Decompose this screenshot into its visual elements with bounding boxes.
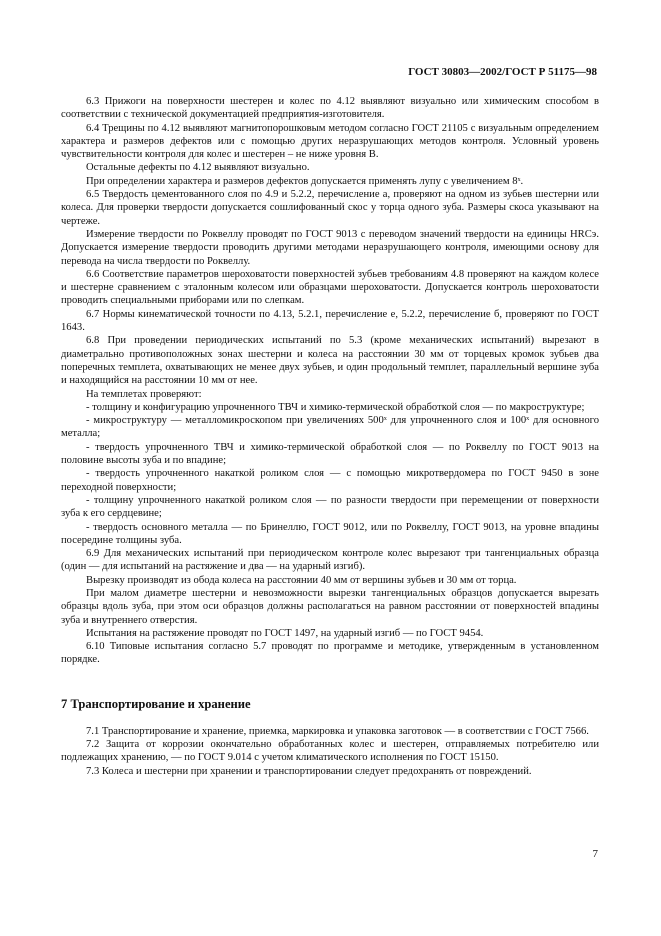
paragraph-6-5-rockwell: Измерение твердости по Роквеллу проводят по ГОСТ 9013 с переводом значений твердости на единицы HRCэ. Допускается измерение твердости проводить другими методами неразрушающего контроля, имеющими основу для перевода на числа твердости по Роквеллу. [61, 228, 599, 267]
paragraph-6-9-small-diameter: При малом диаметре шестерни и невозможности вырезки тангенциальных образцов допускается вырезать образцы вдоль зуба, при этом оси образцов должны располагаться на равном расстоянии от поверхностей впадины зуба и внутреннего отверстия. [61, 587, 599, 626]
paragraph-6-9: 6.9 Для механических испытаний при периодическом контроле колес вырезают три тангенциальных образца (один — для испытаний на растяжение и два — на ударный изгиб). [61, 548, 599, 573]
list-item: - микроструктуру — металломикроскопом при увеличениях 500ˣ для упрочненного слоя и 100ˣ для основного металла; [61, 415, 599, 440]
paragraph-6-10: 6.10 Типовые испытания согласно 5.7 проводят по программе и методике, утвержденным в установленном порядке. [61, 641, 599, 666]
list-item: - твердость упрочненного накаткой роликом слоя — с помощью микротвердомера по ГОСТ 9450 в зоне переходной поверхности; [61, 468, 599, 493]
paragraph-6-9-cutting: Вырезку производят из обода колеса на расстоянии 40 мм от вершины зубьев и 30 мм от торца. [86, 574, 517, 586]
list-item: - толщину упрочненного накаткой роликом слоя — по разности твердости при перемещении от поверхности зуба к его сердцевине; [61, 494, 599, 520]
paragraph-6-4-visual: Остальные дефекты по 4.12 выявляют визуально. [86, 162, 310, 174]
list-item: - твердость основного металла — по Бринеллю, ГОСТ 9012, или по Роквеллу, ГОСТ 9013, на уровне впадины посередине толщины зуба. [61, 521, 599, 546]
paragraph-6-8-intro: На темплетах проверяют: [86, 388, 202, 400]
paragraph-6-9-tests: Испытания на растяжение проводят по ГОСТ 1497, на ударный изгиб — по ГОСТ 9454. [86, 627, 484, 639]
paragraph-6-4-magnifier: При определении характера и размеров дефектов допускается применять лупу с увеличением 8ˣ. [86, 175, 524, 187]
page-number: 7 [592, 848, 598, 860]
paragraph-6-3: 6.3 Прижоги на поверхности шестерен и колес по 4.12 выявляют визуально или химическим способом в соответствии с технической документацией предприятия-изготовителя. [61, 96, 599, 121]
list-item: - толщину и конфигурацию упрочненного ТВЧ и химико-термической обработкой слоя — по макроструктуре; [86, 401, 585, 413]
paragraph-6-4: 6.4 Трещины по 4.12 выявляют магнитопорошковым методом согласно ГОСТ 21105 с визуальным определением характера и размеров дефектов или с помощью других неразрушающих методов контроля. Условный уровень чувствительности контроля для колес и шестерен – не ниже уровня В. [61, 122, 599, 161]
paragraph-7-2: 7.2 Защита от коррозии окончательно обработанных колес и шестерен, отправляемых потребителю или подлежащих хранению, — по ГОСТ 9.014 с учетом климатического исполнения по ГОСТ 15150. [61, 739, 599, 764]
paragraph-6-6: 6.6 Соответствие параметров шероховатости поверхностей зубьев требованиям 4.8 проверяют на каждом колесе и шестерне сравнением с эталонным колесом или образцами шероховатости. Допускается контроль шероховатости проводить специальными приборами или по слепкам. [61, 268, 599, 307]
paragraph-7-1: 7.1 Транспортирование и хранение, приемка, маркировка и упаковка заготовок — в соответствии с ГОСТ 7566. [86, 725, 589, 737]
standard-header: ГОСТ 30803—2002/ГОСТ Р 51175—98 [408, 66, 597, 78]
section-7-heading: 7 Транспортирование и хранение [61, 696, 251, 711]
paragraph-6-7: 6.7 Нормы кинематической точности по 4.13, 5.2.1, перечисление е, 5.2.2, перечисление б, проверяют по ГОСТ 1643. [61, 308, 599, 334]
paragraph-7-3: 7.3 Колеса и шестерни при хранении и транспортировании следует предохранять от повреждений. [86, 765, 532, 777]
list-item: - твердость упрочненного ТВЧ и химико-термической обработкой слоя — по Роквеллу по ГОСТ 9013 на половине высоты зуба и по впадине; [61, 441, 599, 467]
paragraph-6-5: 6.5 Твердость цементованного слоя по 4.9 и 5.2.2, перечисление а, проверяют на одном из зубьев шестерни или колеса. Для проверки твердости допускается сошлифованный скос у торца одного зуба. Размеры скоса указывают на чертеже. [61, 189, 599, 227]
paragraph-6-8: 6.8 При проведении периодических испытаний по 5.3 (кроме механических испытаний) вырезают в диаметрально противоположных зонах шестерни и колеса на расстоянии 30 мм от торцевых кромок зубьев два поперечных темплета, охватывающих не менее двух зубьев, и один продольный темплет, параллельный вершине зуба и находящийся на расстоянии 10 мм от нее. [61, 335, 599, 387]
document-body [61, 95, 599, 778]
